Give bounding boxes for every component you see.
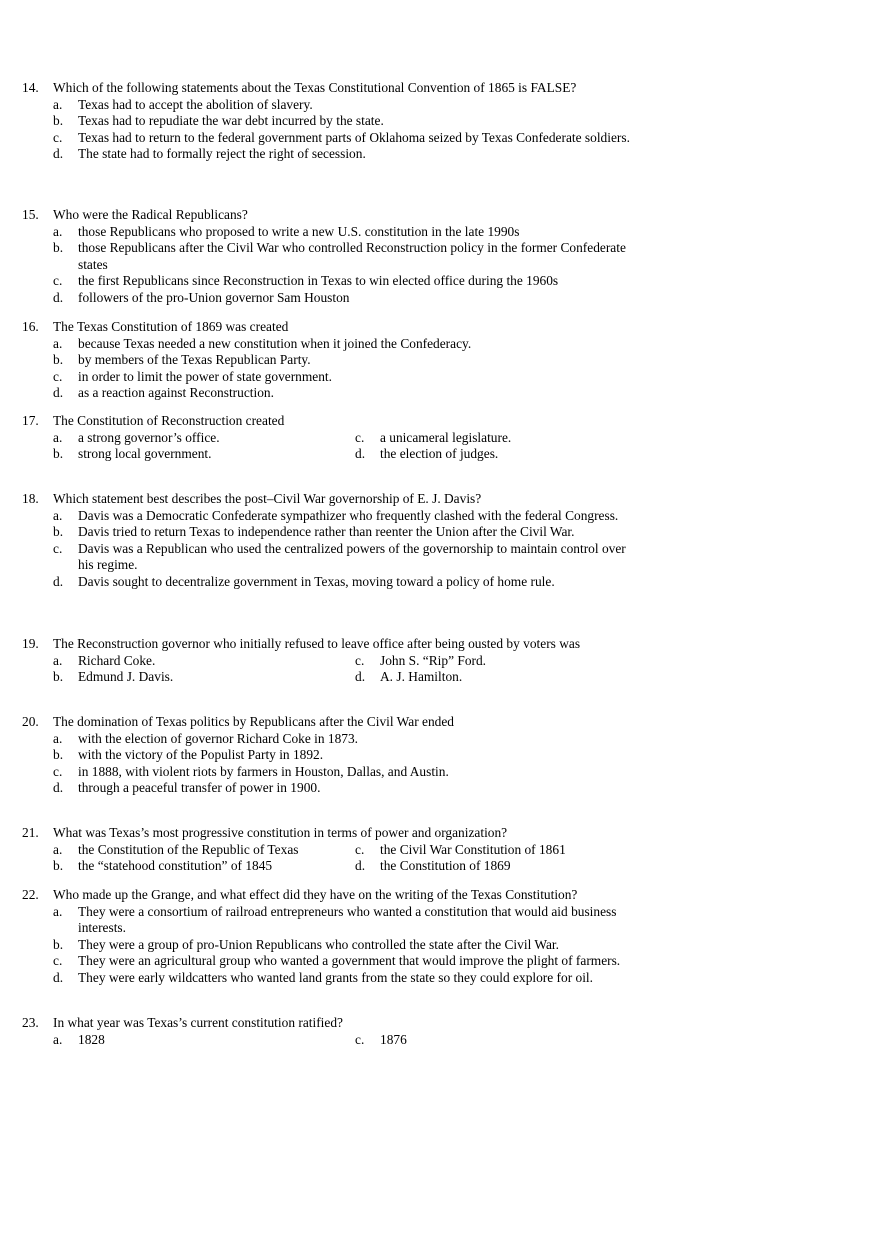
option-letter: c. bbox=[53, 273, 63, 288]
answer-option bbox=[53, 1032, 355, 1049]
question-text: The Constitution of Reconstruction created bbox=[53, 413, 285, 428]
option-text: 1828 bbox=[78, 1031, 105, 1047]
option-text: Richard Coke. bbox=[78, 652, 156, 668]
option-letter: b. bbox=[53, 113, 64, 128]
answer-option-grid bbox=[22, 430, 642, 463]
option-text: John S. “Rip” Ford. bbox=[380, 652, 487, 668]
answer-option bbox=[53, 430, 355, 447]
question-stem bbox=[22, 825, 642, 842]
option-letter: a. bbox=[53, 335, 63, 351]
question-number: 16. bbox=[22, 319, 39, 334]
option-text: Texas had to return to the federal government parts of Oklahoma seized by Texas Confederate soldiers. bbox=[78, 129, 630, 145]
question-text: What was Texas’s most progressive constitution in terms of power and organization? bbox=[53, 825, 508, 840]
question-stem bbox=[22, 636, 642, 653]
option-text: strong local government. bbox=[78, 446, 212, 461]
option-letter: a. bbox=[53, 841, 63, 857]
option-text: Davis was a Democratic Confederate sympathizer who frequently clashed with the federal Congress. bbox=[78, 507, 619, 523]
question-number: 15. bbox=[22, 207, 39, 222]
option-letter: b. bbox=[53, 240, 64, 255]
option-letter: b. bbox=[53, 669, 64, 684]
option-text: with the victory of the Populist Party in 1892. bbox=[78, 747, 324, 762]
option-letter: d. bbox=[53, 289, 64, 305]
answer-option bbox=[22, 904, 642, 937]
question-number: 20. bbox=[22, 714, 39, 729]
question-text: In what year was Texas’s current constitution ratified? bbox=[53, 1015, 343, 1030]
question-22 bbox=[22, 887, 642, 986]
answer-option bbox=[22, 508, 642, 525]
answer-option bbox=[22, 273, 642, 290]
option-text: They were an agricultural group who wanted a government that would improve the plight of farmers. bbox=[78, 953, 621, 968]
option-letter: d. bbox=[53, 573, 64, 589]
answer-option bbox=[53, 446, 355, 463]
question-text: Which of the following statements about the Texas Constitutional Convention of 1865 is FALSE? bbox=[53, 80, 577, 95]
question-text: The domination of Texas politics by Republicans after the Civil War ended bbox=[53, 714, 454, 729]
question-number: 14. bbox=[22, 80, 39, 95]
option-letter: a. bbox=[53, 507, 63, 523]
option-text: the “statehood constitution” of 1845 bbox=[78, 858, 273, 873]
answer-option bbox=[355, 669, 655, 686]
answer-option bbox=[53, 653, 355, 670]
answer-option bbox=[22, 146, 642, 163]
option-letter: b. bbox=[53, 446, 64, 461]
option-text: the Constitution of 1869 bbox=[380, 858, 511, 873]
question-21 bbox=[22, 825, 642, 875]
option-text: with the election of governor Richard Coke in 1873. bbox=[78, 730, 359, 746]
answer-option bbox=[22, 97, 642, 114]
option-letter: d. bbox=[355, 858, 366, 873]
question-19 bbox=[22, 636, 642, 686]
answer-option bbox=[355, 430, 655, 447]
answer-option bbox=[22, 113, 642, 130]
answer-option bbox=[22, 385, 642, 402]
question-number: 19. bbox=[22, 636, 39, 651]
option-text: followers of the pro-Union governor Sam Houston bbox=[78, 289, 350, 305]
question-stem bbox=[22, 80, 642, 97]
option-letter: c. bbox=[53, 368, 63, 384]
option-text: a unicameral legislature. bbox=[380, 429, 512, 445]
answer-option bbox=[22, 937, 642, 954]
question-stem bbox=[22, 1015, 642, 1032]
option-letter: d. bbox=[53, 780, 64, 795]
option-letter: b. bbox=[53, 524, 64, 539]
option-letter: c. bbox=[53, 763, 63, 779]
option-text: the election of judges. bbox=[380, 446, 499, 461]
option-letter: d. bbox=[53, 969, 64, 985]
question-stem bbox=[22, 319, 642, 336]
option-text: Texas had to accept the abolition of slavery. bbox=[78, 96, 313, 112]
answer-option bbox=[22, 352, 642, 369]
option-text: in 1888, with violent riots by farmers in Houston, Dallas, and Austin. bbox=[78, 763, 449, 779]
option-text: those Republicans after the Civil War who controlled Reconstruction policy in the former Confederate states bbox=[78, 240, 626, 272]
answer-option bbox=[22, 130, 642, 147]
answer-option bbox=[22, 747, 642, 764]
option-text: by members of the Texas Republican Party. bbox=[78, 352, 311, 367]
option-letter: b. bbox=[53, 858, 64, 873]
answer-option bbox=[22, 224, 642, 241]
answer-option bbox=[22, 731, 642, 748]
option-letter: d. bbox=[355, 669, 366, 684]
option-letter: a. bbox=[53, 223, 63, 239]
answer-option bbox=[22, 240, 642, 273]
option-letter: c. bbox=[355, 652, 365, 668]
option-text: They were a consortium of railroad entrepreneurs who wanted a constitution that would aid business interests. bbox=[78, 903, 617, 935]
answer-option bbox=[355, 858, 655, 875]
question-text: Who made up the Grange, and what effect did they have on the writing of the Texas Constitution? bbox=[53, 887, 578, 902]
answer-option-grid bbox=[22, 842, 642, 875]
answer-option bbox=[53, 858, 355, 875]
question-stem bbox=[22, 207, 642, 224]
option-letter: d. bbox=[53, 385, 64, 400]
question-number: 21. bbox=[22, 825, 39, 840]
answer-option bbox=[22, 574, 642, 591]
answer-option bbox=[355, 1032, 655, 1049]
question-stem bbox=[22, 887, 642, 904]
option-letter: a. bbox=[53, 1031, 63, 1047]
answer-option-grid bbox=[22, 653, 642, 686]
option-text: They were early wildcatters who wanted land grants from the state so they could explore for oil. bbox=[78, 969, 593, 985]
answer-option bbox=[53, 669, 355, 686]
question-23 bbox=[22, 1015, 642, 1048]
question-18 bbox=[22, 491, 642, 590]
question-stem bbox=[22, 413, 642, 430]
option-letter: c. bbox=[53, 129, 63, 145]
option-text: those Republicans who proposed to write a new U.S. constitution in the late 1990s bbox=[78, 223, 520, 239]
question-number: 22. bbox=[22, 887, 39, 902]
question-text: Which statement best describes the post–Civil War governorship of E. J. Davis? bbox=[53, 491, 482, 506]
option-letter: a. bbox=[53, 96, 63, 112]
option-letter: b. bbox=[53, 747, 64, 762]
option-letter: a. bbox=[53, 903, 63, 919]
question-16 bbox=[22, 319, 642, 402]
option-text: because Texas needed a new constitution when it joined the Confederacy. bbox=[78, 335, 472, 351]
answer-option bbox=[22, 541, 642, 574]
answer-option bbox=[22, 953, 642, 970]
question-text: Who were the Radical Republicans? bbox=[53, 207, 248, 222]
question-14 bbox=[22, 80, 642, 163]
option-letter: a. bbox=[53, 429, 63, 445]
option-letter: c. bbox=[53, 953, 63, 968]
option-text: the first Republicans since Reconstruction in Texas to win elected office during the 1960s bbox=[78, 273, 559, 288]
option-text: A. J. Hamilton. bbox=[380, 669, 463, 684]
option-letter: c. bbox=[355, 429, 365, 445]
option-letter: d. bbox=[355, 446, 366, 461]
option-letter: a. bbox=[53, 730, 63, 746]
option-letter: d. bbox=[53, 146, 64, 161]
question-stem bbox=[22, 491, 642, 508]
answer-option bbox=[22, 780, 642, 797]
option-letter: c. bbox=[53, 540, 63, 556]
option-letter: a. bbox=[53, 652, 63, 668]
answer-option bbox=[22, 290, 642, 307]
answer-option bbox=[53, 842, 355, 859]
option-text: They were a group of pro-Union Republicans who controlled the state after the Civil War. bbox=[78, 936, 559, 952]
question-number: 17. bbox=[22, 413, 39, 428]
answer-option bbox=[22, 970, 642, 987]
option-text: the Civil War Constitution of 1861 bbox=[380, 841, 566, 857]
question-20 bbox=[22, 714, 642, 797]
answer-option bbox=[355, 653, 655, 670]
question-number: 18. bbox=[22, 491, 39, 506]
option-text: in order to limit the power of state government. bbox=[78, 368, 332, 384]
option-text: 1876 bbox=[380, 1031, 407, 1047]
option-text: Edmund J. Davis. bbox=[78, 669, 174, 684]
answer-option bbox=[22, 524, 642, 541]
option-text: Davis sought to decentralize government in Texas, moving toward a policy of home rule. bbox=[78, 573, 555, 589]
question-17 bbox=[22, 413, 642, 463]
question-text: The Texas Constitution of 1869 was created bbox=[53, 319, 289, 334]
option-text: through a peaceful transfer of power in 1900. bbox=[78, 780, 321, 795]
option-text: the Constitution of the Republic of Texas bbox=[78, 841, 299, 857]
option-text: Davis tried to return Texas to independence rather than reenter the Union after the Civil War. bbox=[78, 524, 575, 539]
answer-option-grid bbox=[22, 1032, 642, 1049]
answer-option bbox=[22, 336, 642, 353]
option-letter: c. bbox=[355, 841, 365, 857]
question-text: The Reconstruction governor who initially refused to leave office after being ousted by voters was bbox=[53, 636, 581, 651]
question-number: 23. bbox=[22, 1015, 39, 1030]
option-letter: c. bbox=[355, 1031, 365, 1047]
option-text: as a reaction against Reconstruction. bbox=[78, 385, 274, 400]
question-stem bbox=[22, 714, 642, 731]
option-letter: b. bbox=[53, 936, 64, 952]
answer-option bbox=[22, 369, 642, 386]
answer-option bbox=[355, 842, 655, 859]
option-letter: b. bbox=[53, 352, 64, 367]
question-15 bbox=[22, 207, 642, 306]
option-text: The state had to formally reject the right of secession. bbox=[78, 146, 366, 161]
option-text: Texas had to repudiate the war debt incurred by the state. bbox=[78, 113, 384, 128]
answer-option bbox=[355, 446, 655, 463]
answer-option bbox=[22, 764, 642, 781]
option-text: a strong governor’s office. bbox=[78, 429, 220, 445]
option-text: Davis was a Republican who used the centralized powers of the governorship to maintain control over his regime. bbox=[78, 540, 626, 572]
